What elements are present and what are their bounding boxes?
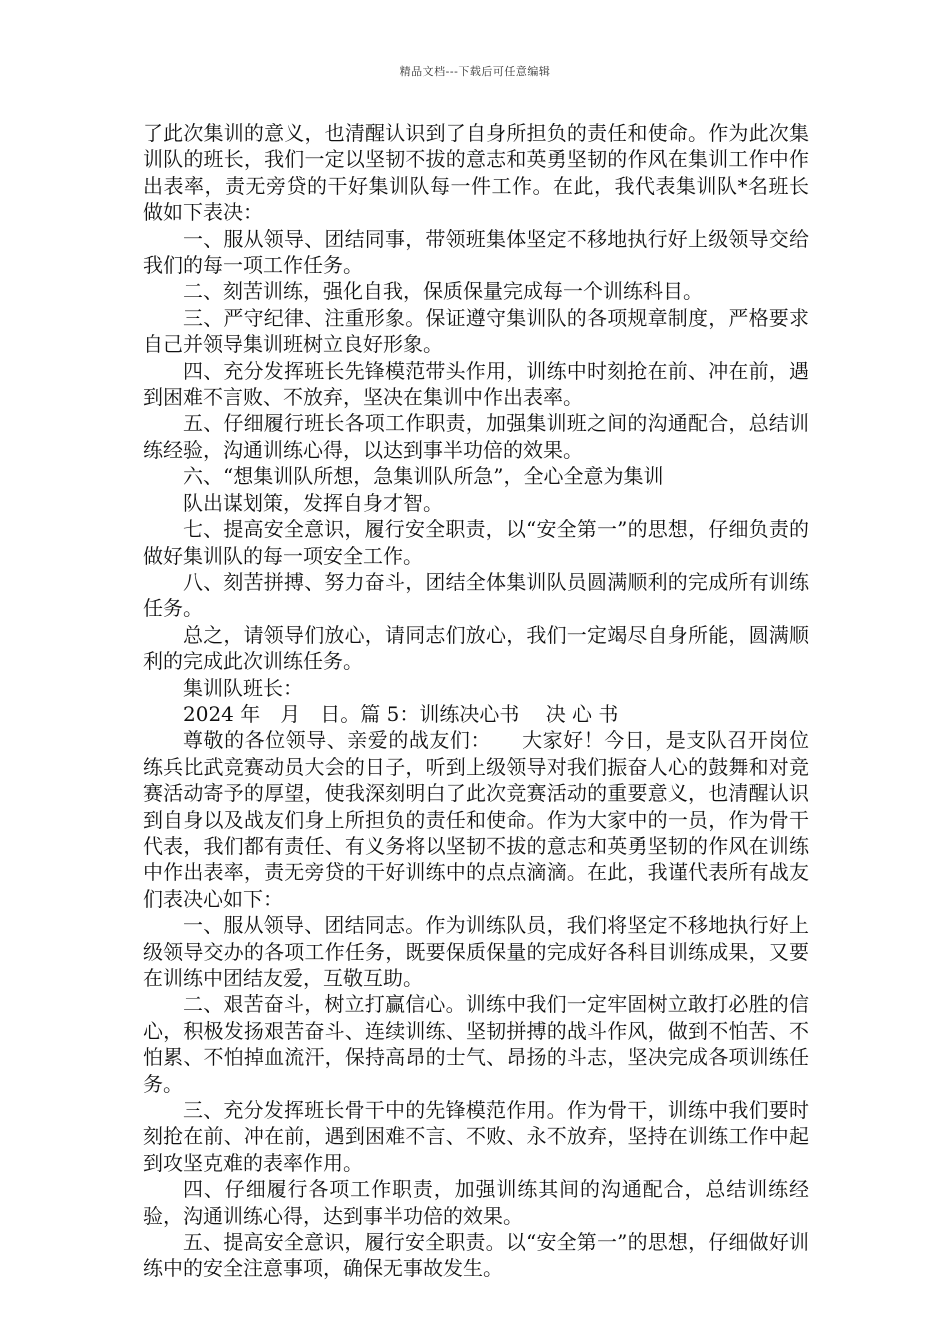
page-header: 精品文档---下载后可任意编辑 — [399, 65, 551, 78]
paragraph: 三、充分发挥班长骨干中的先锋模范作用。作为骨干，训练中我们要时刻抢在前、冲在前，遇到困难不言、不败、永不放弃，坚持在训练工作中起到攻坚克难的表率作用。 — [143, 1098, 809, 1175]
paragraph: 队出谋划策，发挥自身才智。 — [183, 490, 443, 515]
paragraph: 四、充分发挥班长先锋模范带头作用，训练中时刻抢在前、冲在前，遇到困难不言败、不放弃，坚决在集训中作出表率。 — [143, 358, 809, 410]
paragraph: 尊敬的各位领导、亲爱的战友们： 大家好！今日，是支队召开岗位练兵比武竞赛动员大会的日子，听到上级领导对我们振奋人心的鼓舞和对竞赛活动寄予的厚望，使我深刻明白了此次竞赛活动的重要意义，也清醒认识到自身以及战友们身上所担负的责任和使命。作为大家中的一员，作为骨干代表，我们都有责任、有义务将以坚韧不拔的意志和英勇坚韧的作风在训练中作出表率，责无旁贷的干好训练中的点点滴滴。在此，我谨代表所有战友们表决心如下： — [143, 728, 809, 911]
paragraph: 三、严守纪律、注重形象。保证遵守集训队的各项规章制度，严格要求自己并领导集训班树立良好形象。 — [143, 305, 809, 357]
paragraph: 六、“想集训队所想，急集训队所急”，全心全意为集训 — [183, 464, 664, 489]
document-body — [143, 120, 809, 1282]
paragraph: 五、仔细履行班长各项工作职责，加强集训班之间的沟通配合，总结训练经验，沟通训练心得，以达到事半功倍的效果。 — [143, 411, 809, 462]
paragraph: 二、艰苦奋斗，树立打赢信心。训练中我们一定牢固树立敢打必胜的信心，积极发扬艰苦奋斗、连续训练、坚韧拼搏的战斗作风，做到不怕苦、不怕累、不怕掉血流汗，保持高昂的士气、昂扬的斗志，坚决完成各项训练任务。 — [143, 992, 809, 1096]
paragraph: 二、刻苦训练，强化自我，保质保量完成每一个训练科目。 — [183, 279, 703, 304]
paragraph: 了此次集训的意义，也清醒认识到了自身所担负的责任和使命。作为此次集训队的班长，我们一定以坚韧不拔的意志和英勇坚韧的作风在集训工作中作出表率，责无旁贷的干好集训队每一件工作。在此，我代表集训队*名班长做如下表决： — [143, 121, 809, 225]
paragraph: 七、提高安全意识，履行安全职责，以“安全第一”的思想，仔细负责的做好集训队的每一项安全工作。 — [143, 517, 809, 568]
paragraph: 四、仔细履行各项工作职责，加强训练其间的沟通配合，总结训练经验，沟通训练心得，达到事半功倍的效果。 — [143, 1177, 809, 1228]
paragraph: 总之，请领导们放心，请同志们放心，我们一定竭尽自身所能，圆满顺利的完成此次训练任务。 — [143, 622, 809, 674]
paragraph: 一、服从领导、团结同志。作为训练队员，我们将坚定不移地执行好上级领导交办的各项工作任务，既要保质保量的完成好各科目训练成果，又要在训练中团结友爱，互敬互助。 — [143, 913, 809, 990]
paragraph: 八、刻苦拼搏、努力奋斗，团结全体集训队员圆满顺利的完成所有训练任务。 — [143, 569, 809, 621]
paragraph: 一、服从领导、团结同事，带领班集体坚定不移地执行好上级领导交给我们的每一项工作任务。 — [143, 226, 809, 278]
paragraph: 五、提高安全意识，履行安全职责。以“安全第一”的思想，仔细做好训练中的安全注意事项，确保无事故发生。 — [143, 1230, 809, 1281]
paragraph: 2024 年 月 日。篇 5：训练决心书 决 心 书 — [183, 701, 619, 726]
paragraph: 集训队班长： — [183, 675, 303, 700]
